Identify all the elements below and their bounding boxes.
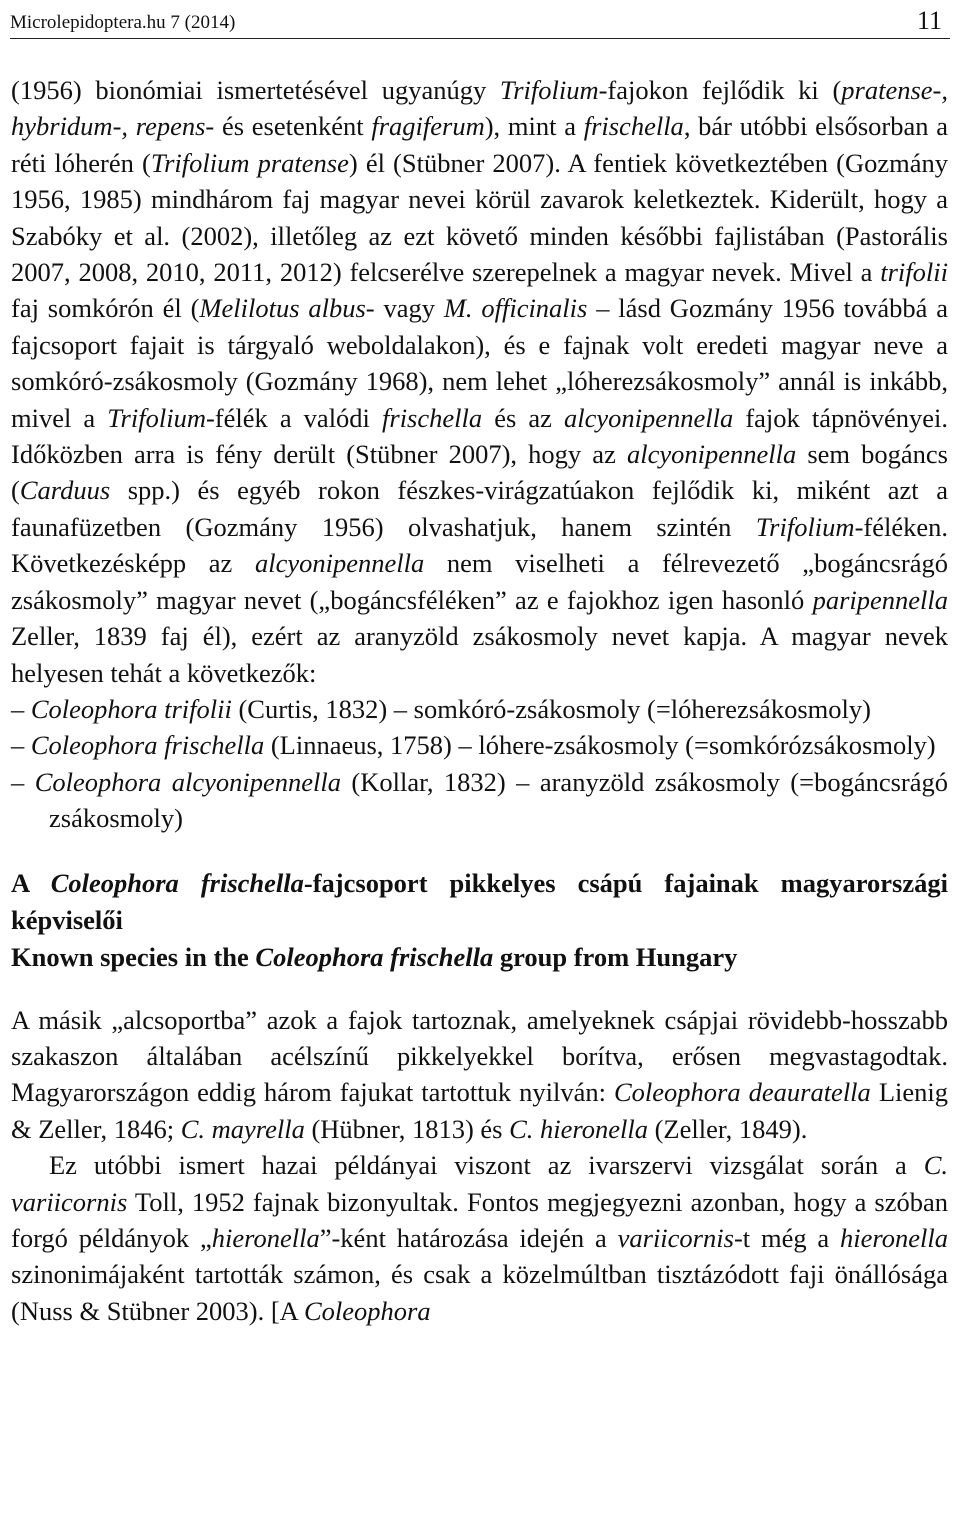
text-run: Ez utóbbi ismert hazai példányai viszont az ivarszervi vizsgálat során a (49, 1150, 924, 1181)
text-run: – lásd Gozmány 1956 továbbá a fajcsoport fajait is tárgyaló weboldalakon), és e fajnak volt eredeti magyar neve a somkóró-zsákosmoly (Gozmány 1968), nem lehet „lóherezsákosmoly” annál is inkább, mivel a (11, 293, 948, 433)
italic-text-run: Coleophora deauratella (613, 1077, 871, 1108)
italic-text-run: C. variicornis (11, 1150, 948, 1217)
italic-text-run: C. hieronella (509, 1113, 648, 1144)
italic-text-run: variicornis (617, 1222, 734, 1253)
italic-text-run: Coleophora (303, 1295, 431, 1326)
text-run: ) él (Stübner 2007). A fentiek következtében (Gozmány 1956, 1985) mindhárom faj magyar nevei körül zavarok keletkeztek. Kiderült, hogy a Szabóky et al. (2002), illetőleg az ezt követő minden későbbi fajlistában (Pastorális 2007, 2008, 2010, 2011, 2012) felcserélve szerepelnek a magyar nevek. Mivel a (11, 147, 948, 288)
text-run: faj somkórón él ( (11, 293, 200, 324)
text-run: sem bogáncs ( (11, 439, 948, 506)
text-run: fajok tápnövényei. Időközben arra is fény derült (Stübner 2007), hogy az (11, 402, 948, 470)
text-run: -fajcsoport pikkelyes csápú fajainak magyarországi képviselői (11, 867, 948, 935)
italic-text-run: Carduus (19, 475, 111, 506)
italic-text-run: hieronella (211, 1222, 320, 1253)
section-heading-hungarian (11, 865, 948, 939)
text-run: group from Hungary (493, 941, 738, 972)
paragraph-2 (11, 1002, 948, 1148)
italic-text-run: Coleophora frischella (30, 730, 265, 761)
species-list-item (11, 691, 948, 727)
italic-text-run: hieronella (840, 1222, 948, 1253)
italic-text-run: alcyonipennella (254, 548, 425, 579)
italic-text-run: Trifolium (107, 402, 206, 433)
section-heading-english (11, 939, 948, 976)
italic-text-run: C. mayrella (180, 1113, 305, 1144)
italic-text-run: Melilotus albus (199, 293, 366, 324)
text-run: A (11, 867, 51, 898)
text-run: (Linnaeus, 1758) – lóhere-zsákosmoly (=somkórózsákosmoly) (264, 730, 936, 761)
italic-text-run: M. officinalis (443, 293, 588, 324)
italic-text-run: Trifolium pratense (150, 147, 349, 178)
italic-text-run: Coleophora frischella (255, 941, 494, 972)
text-run: szinonimájaként tartották számon, és csak a közelmúltban tisztázódott faji önállósága (Nuss & Stübner 2003). [A (11, 1259, 948, 1326)
italic-text-run: Coleophora alcyonipennella (34, 766, 341, 797)
italic-text-run: paripennella (812, 584, 948, 615)
species-name-list (11, 691, 948, 837)
italic-text-run: pratense-, hybridum-, repens- (11, 75, 948, 142)
text-run: A másik „alcsoportba” azok a fajok tartoznak, amelyeknek csápjai rövidebb-hosszabb szakaszon általában acélszínű pikkelyekkel borítva, erősen megvastagodtak. Magyarországon eddig három fajukat tartottuk nyilván: (11, 1004, 948, 1108)
text-run: -félék a valódi (205, 402, 383, 433)
text-run: - vagy (365, 293, 444, 324)
text-run: Toll, 1952 fajnak bizonyultak. Fontos megjegyezni azonban, hogy a szóban forgó példányok „ (11, 1186, 948, 1253)
text-run: (Kollar, 1832) – aranyzöld zsákosmoly (=bogáncsrágó zsákosmoly) (49, 766, 948, 834)
text-run: – (11, 730, 31, 761)
page-number: 11 (916, 6, 942, 35)
species-list-item (11, 764, 948, 837)
italic-text-run: Coleophora trifolii (30, 693, 232, 724)
text-run: -fajokon fejlődik ki ( (598, 75, 842, 105)
section-heading (11, 865, 948, 976)
page-header (10, 2, 950, 39)
italic-text-run: Coleophora frischella (50, 867, 304, 898)
italic-text-run: alcyonipennella (626, 439, 797, 470)
text-run: -féléken. Következésképp az (11, 511, 948, 579)
text-run: (Curtis, 1832) – somkóró-zsákosmoly (=lóherezsákosmoly) (231, 693, 871, 724)
text-run: Lienig & Zeller, 1846; (11, 1077, 948, 1144)
paragraph-1 (11, 72, 948, 691)
text-run: és az (482, 402, 564, 433)
italic-text-run: frischella (583, 111, 684, 142)
text-run: ”-ként határozása idején a (319, 1222, 618, 1253)
text-run: és esetenként (214, 111, 372, 142)
species-list-item (11, 727, 948, 763)
text-run: spp.) és egyéb rokon fészkes-virágzatúakon fejlődik ki, miként azt a faunafüzetben (Gozmány 1956) olvashatjuk, hanem szintén (11, 475, 948, 542)
journal-citation: Microlepidoptera.hu 7 (2014) (10, 12, 236, 33)
text-run: ), mint a (484, 111, 584, 142)
text-run: , bár utóbbi elsősorban a réti lóherén ( (11, 111, 948, 178)
paragraph-3 (11, 1147, 948, 1329)
text-run: (Hübner, 1813) és (304, 1113, 510, 1144)
article-body (11, 72, 948, 1329)
italic-text-run: fragiferum (371, 111, 485, 142)
text-run: – (11, 766, 35, 797)
italic-text-run: Trifolium (499, 75, 599, 105)
italic-text-run: Trifolium (755, 511, 855, 542)
text-run: (Zeller, 1849). (647, 1113, 808, 1144)
italic-text-run: frischella (382, 402, 483, 433)
text-run: (1956) bionómiai ismertetésével ugyanúgy (11, 75, 500, 105)
text-run: Known species in the (11, 941, 256, 972)
italic-text-run: trifolii (880, 257, 948, 288)
text-run: Zeller, 1839 faj él), ezért az aranyzöld zsákosmoly nevet kapja. A magyar nevek helyesen tehát a következők: (11, 621, 948, 688)
text-run: -t még a (733, 1222, 841, 1253)
text-run: nem viselheti a félrevezető „bogáncsrágó zsákosmoly” magyar nevet („bogáncsféléken” az e fajokhoz igen hasonló (11, 548, 948, 615)
text-run: – (11, 693, 31, 724)
italic-text-run: alcyonipennella (563, 402, 734, 433)
